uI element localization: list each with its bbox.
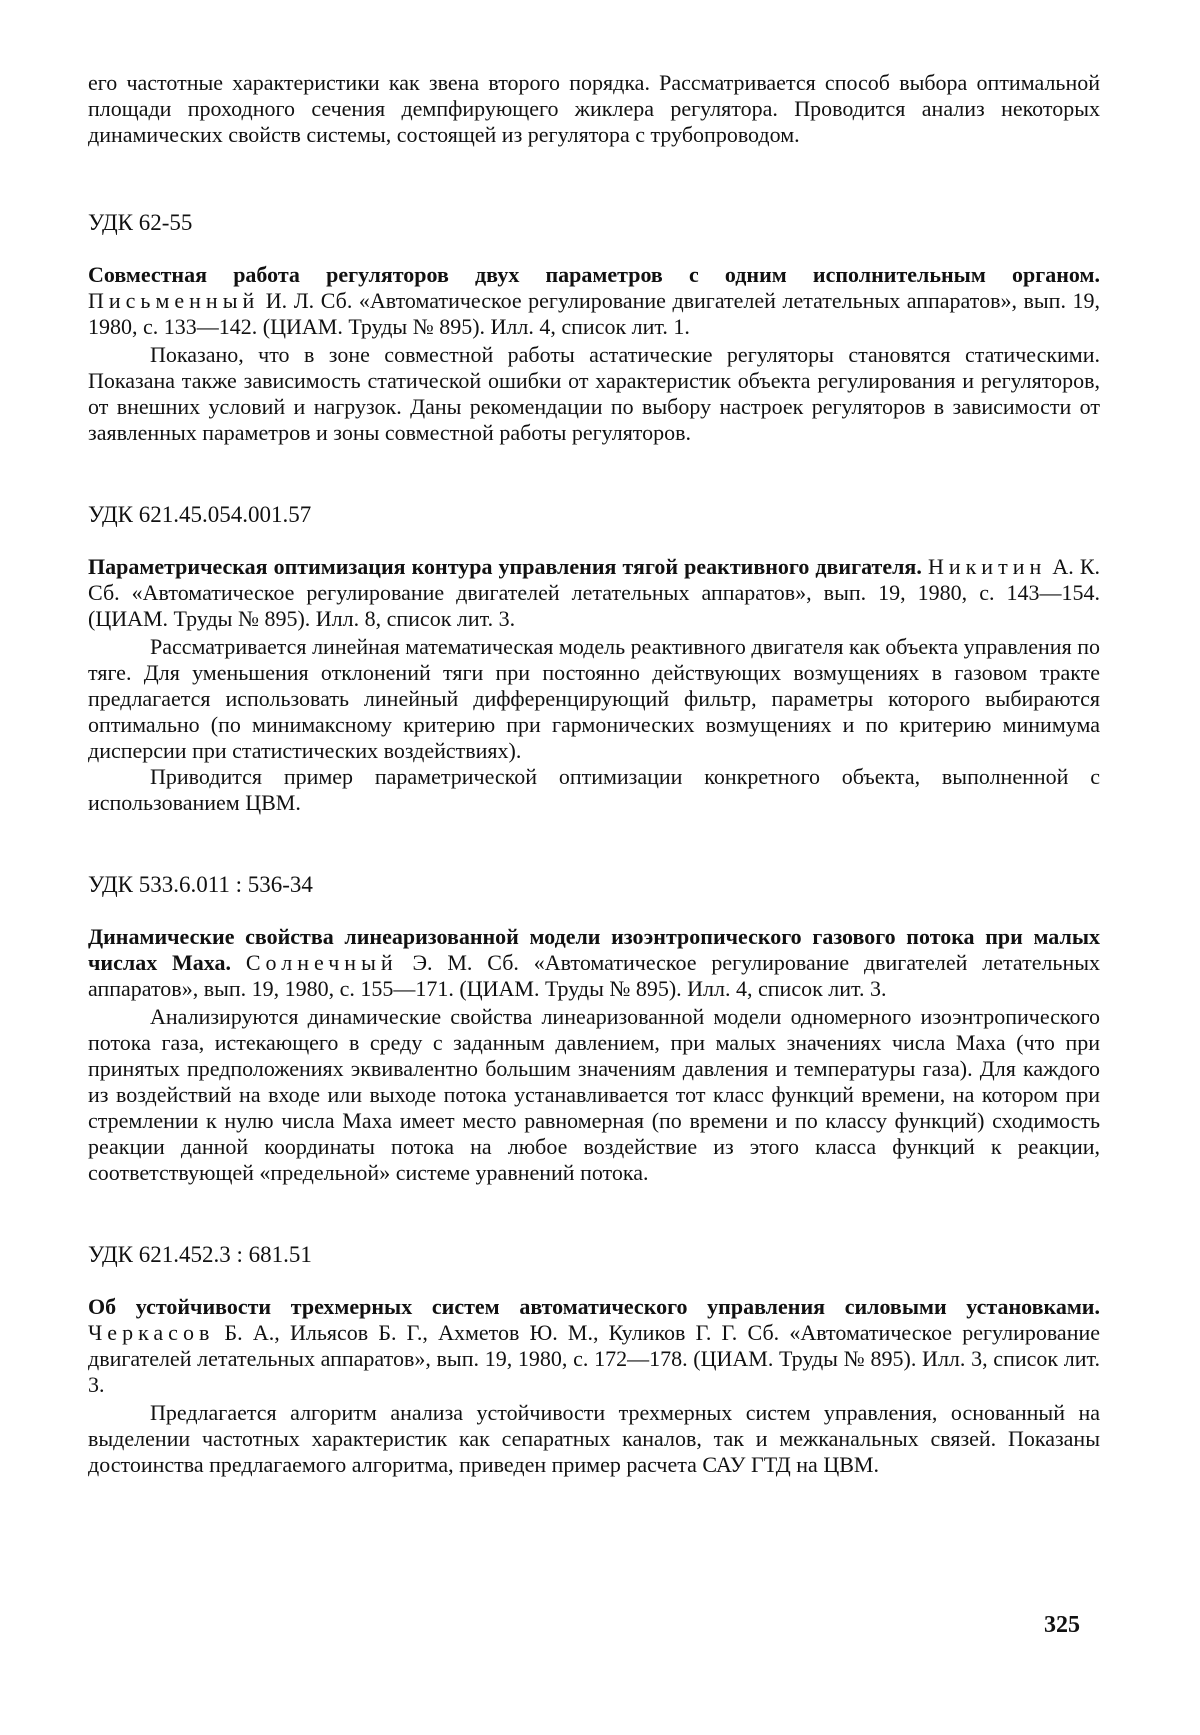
entry-title: Об устойчивости трехмерных систем автоматического управления силовыми установками.: [88, 1294, 1100, 1319]
entry-author-initials: А. К.: [1052, 554, 1101, 579]
entry-author: Черкасов: [88, 1320, 215, 1345]
entry-abstract: Предлагается алгоритм анализа устойчивости трехмерных систем управления, основанный на выделении частотных характеристик как сепаратных каналов, так и межканальных связей. Показаны достоинства предлагаемого алгоритма, приведен пример расчета САУ ГТД на ЦВМ.: [88, 1400, 1100, 1477]
entry-heading: [88, 554, 1100, 632]
entry-abstract: Показано, что в зоне совместной работы астатические регуляторы становятся статическими. Показана также зависимость статической ошибки от характеристик объекта регулирования и регуляторов, от внешних условий и нагрузок. Даны рекомендации по выбору настроек регуляторов в зависимости от заявленных параметров и зоны совместной работы регуляторов.: [88, 342, 1100, 445]
entry-title: Параметрическая оптимизация контура управления тягой реактивного двигателя.: [88, 554, 922, 579]
intro-paragraph: его частотные характеристики как звена второго порядка. Рассматривается способ выбора оптимальной площади проходного сечения демпфирующего жиклера регулятора. Проводится анализ некоторых динамических свойств системы, состоящей из регулятора с трубопроводом.: [88, 70, 1100, 147]
abstract-entry: [88, 210, 1100, 446]
entry-author: Никитин: [927, 554, 1047, 579]
entry-title: Совместная работа регуляторов двух параметров с одним исполнительным органом.: [88, 262, 1100, 287]
entry-abstract: Анализируются динамические свойства линеаризованной модели одномерного изоэнтропического потока газа, истекающего в среду с заданным давлением, при малых значениях числа Маха (что при принятых предположениях эквивалентно большим значениям давления и температуры газа). Для каждого из воздействий на входе или выходе потока устанавливается тот класс функций времени, на котором при стремлении к нулю числа Маха имеет место равномерная (по времени и по классу функций) сходимость реакции данной координаты потока на любое воздействие из этого класса функций к реакции, соответствующей «предельной» системе уравнений потока.: [88, 1004, 1100, 1185]
entry-source: Сб. «Автоматическое регулирование двигателей летательных аппаратов», вып. 19, 1980, с. 133—142. (ЦИАМ. Труды № 895). Илл. 4, список лит. 1.: [88, 288, 1100, 339]
entry-source: Сб. «Автоматическое регулирование двигателей летательных аппаратов», вып. 19, 1980, с. 172—178. (ЦИАМ. Труды № 895). Илл. 3, список лит. 3.: [88, 1320, 1101, 1397]
entry-abstract: Рассматривается линейная математическая модель реактивного двигателя как объекта управления по тяге. Для уменьшения отклонений тяги при постоянно действующих возмущениях в газовом тракте предлагается использовать линейный дифференцирующий фильтр, параметры которого выбираются оптимально (по минимаксному критерию при гармонических возмущениях и по критерию минимума дисперсии при статистических воздействиях).: [88, 634, 1100, 763]
entry-heading: [88, 1294, 1100, 1398]
entry-source: Сб. «Автоматическое регулирование двигателей летательных аппаратов», вып. 19, 1980, с. 155—171. (ЦИАМ. Труды № 895). Илл. 4, список лит. 3.: [88, 950, 1101, 1001]
entry-abstract: Приводится пример параметрической оптимизации конкретного объекта, выполненной с использованием ЦВМ.: [88, 764, 1100, 815]
entry-author-initials: Э. М.: [412, 950, 473, 975]
abstract-entry: [88, 1242, 1100, 1478]
abstract-entry: [88, 502, 1100, 816]
udk-code: УДК 62-55: [88, 210, 193, 235]
udk-code: УДК 533.6.011 : 536-34: [88, 872, 313, 897]
entry-author: Письменный: [88, 288, 260, 313]
entry-heading: [88, 262, 1100, 340]
entry-heading: [88, 924, 1100, 1002]
page-number: 325: [1044, 1612, 1080, 1638]
entry-author-initials: Б. А., Ильясов Б. Г., Ахметов Ю. М., Куликов Г. Г.: [224, 1320, 738, 1345]
entry-author: Солнечный: [245, 950, 398, 975]
abstract-entry: [88, 872, 1100, 1186]
udk-code: УДК 621.45.054.001.57: [88, 502, 312, 527]
entry-source: Сб. «Автоматическое регулирование двигателей летательных аппаратов», вып. 19, 1980, с. 143—154. (ЦИАМ. Труды № 895). Илл. 8, список лит. 3.: [88, 580, 1100, 631]
udk-code: УДК 621.452.3 : 681.51: [88, 1242, 312, 1267]
entry-title: Динамические свойства линеаризованной модели изоэнтропического газового потока при малых числах Маха.: [88, 924, 1100, 975]
text-column: [88, 70, 1100, 1534]
entry-author-initials: И. Л.: [265, 288, 315, 313]
